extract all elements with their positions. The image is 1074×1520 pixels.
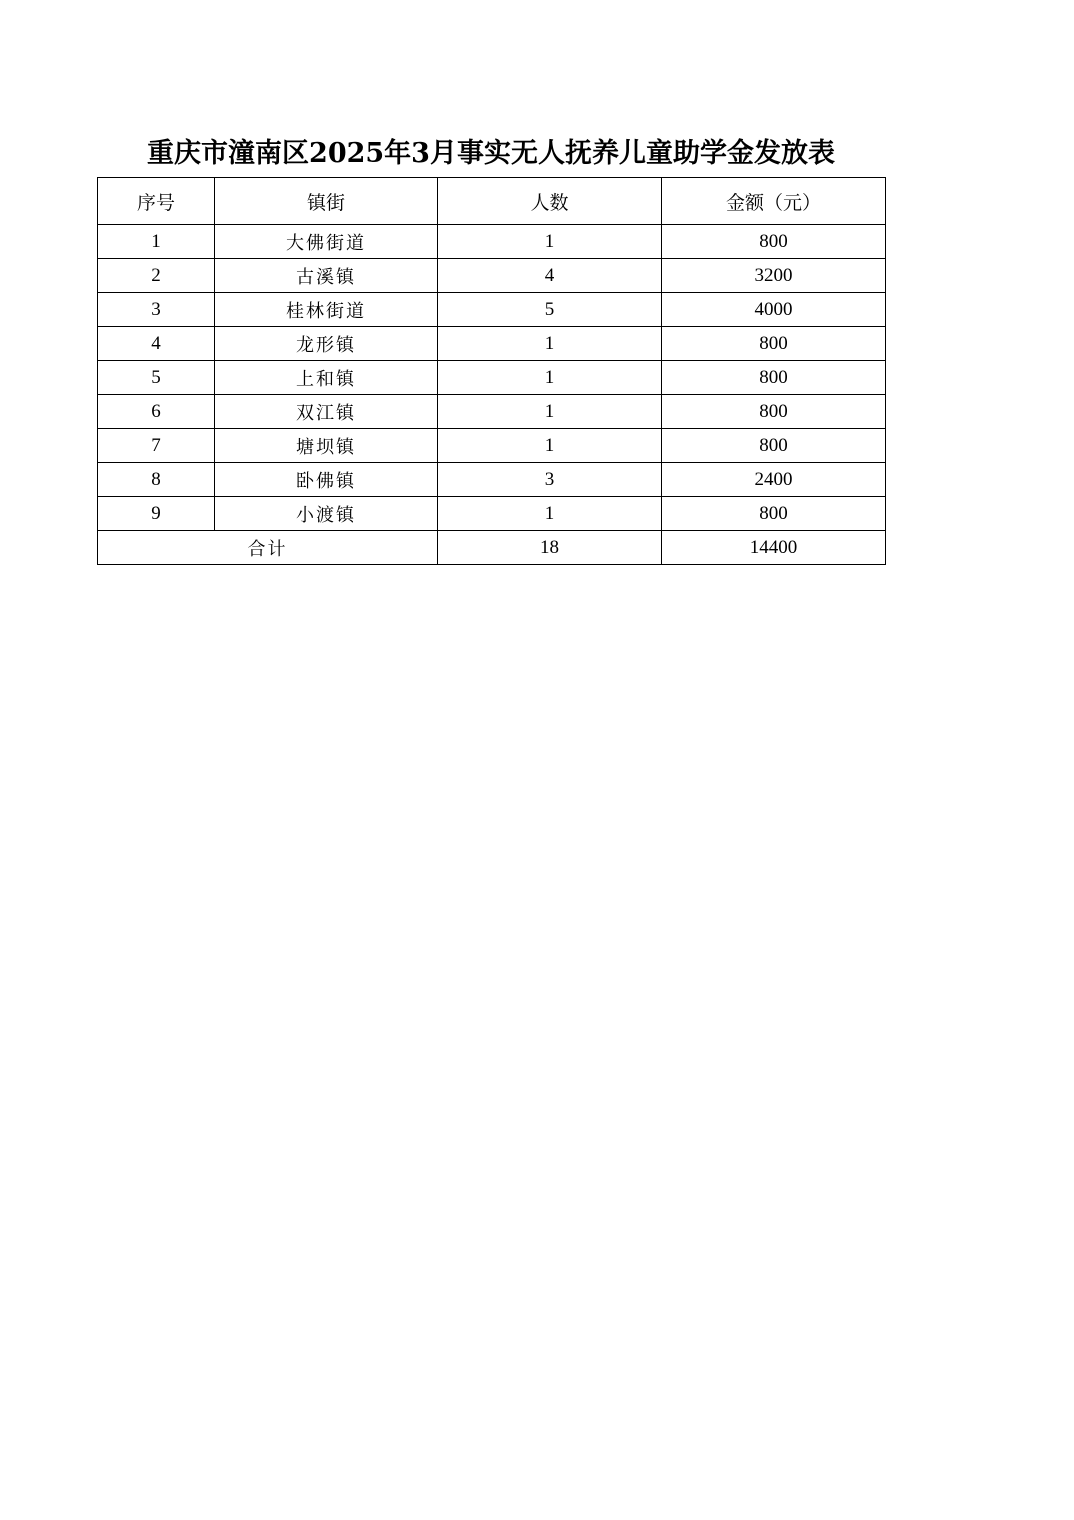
cell-count: 1 [438,361,662,395]
cell-no: 4 [98,327,215,361]
cell-amount: 4000 [662,293,886,327]
cell-amount: 2400 [662,463,886,497]
cell-amount: 800 [662,395,886,429]
total-label: 合计 [98,531,438,565]
cell-town: 大佛街道 [215,225,438,259]
cell-no: 7 [98,429,215,463]
cell-town: 双江镇 [215,395,438,429]
header-count: 人数 [438,178,662,225]
table-row [98,463,886,497]
cell-no: 8 [98,463,215,497]
cell-no: 6 [98,395,215,429]
cell-no: 2 [98,259,215,293]
cell-count: 1 [438,225,662,259]
cell-no: 1 [98,225,215,259]
cell-town: 桂林街道 [215,293,438,327]
cell-amount: 3200 [662,259,886,293]
document-title: 重庆市潼南区2025年3月事实无人抚养儿童助学金发放表 [147,138,835,169]
cell-no: 5 [98,361,215,395]
cell-amount: 800 [662,497,886,531]
cell-count: 1 [438,395,662,429]
table-row [98,497,886,531]
cell-no: 9 [98,497,215,531]
cell-town: 上和镇 [215,361,438,395]
total-count: 18 [438,531,662,565]
cell-count: 1 [438,429,662,463]
header-town: 镇街 [215,178,438,225]
cell-no: 3 [98,293,215,327]
cell-count: 4 [438,259,662,293]
table-row [98,361,886,395]
table-row [98,327,886,361]
cell-amount: 800 [662,429,886,463]
cell-town: 塘坝镇 [215,429,438,463]
cell-town: 卧佛镇 [215,463,438,497]
header-amount: 金额（元） [662,178,886,225]
table-row [98,429,886,463]
cell-town: 古溪镇 [215,259,438,293]
table-row [98,293,886,327]
table-header-row [98,178,886,225]
cell-count: 3 [438,463,662,497]
table-row [98,259,886,293]
cell-town: 小渡镇 [215,497,438,531]
cell-town: 龙形镇 [215,327,438,361]
cell-count: 1 [438,327,662,361]
header-no: 序号 [98,178,215,225]
table-row [98,225,886,259]
table-row [98,395,886,429]
cell-count: 5 [438,293,662,327]
cell-amount: 800 [662,361,886,395]
cell-count: 1 [438,497,662,531]
cell-amount: 800 [662,327,886,361]
total-row [98,531,886,565]
cell-amount: 800 [662,225,886,259]
total-amount: 14400 [662,531,886,565]
grant-table [97,177,886,565]
